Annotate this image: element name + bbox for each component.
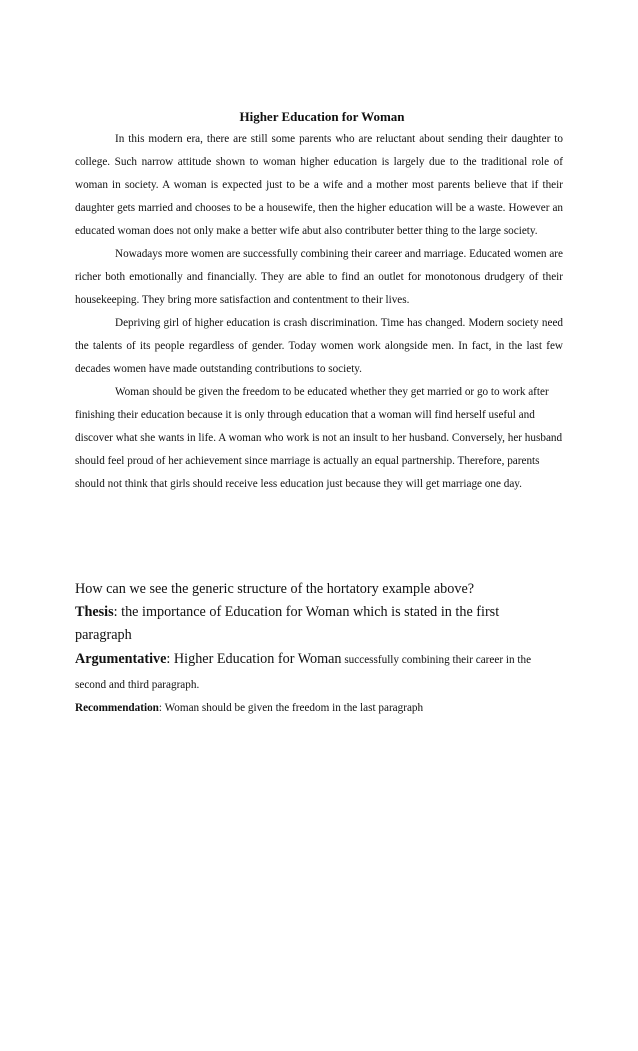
recommendation-label: Recommendation: [75, 702, 159, 714]
essay-title: Higher Education for Woman: [239, 109, 405, 124]
essay-paragraph-4: Woman should be given the freedom to be educated whether they get married or go to work after finishing their education because it is only through education that a woman will find herself useful and discover what she wants in life. A woman who work is not an insult to her husband. Conversely, her husband should feel proud of her achievement since marriage is actually an equal partnership. Therefore, parents should not think that girls should receive less education just because they will get marriage one day.: [75, 386, 563, 490]
essay-paragraph-1: In this modern era, there are still some parents who are reluctant about sending their daughter to college. Such narrow attitude shown to woman higher education is largely due to the traditional role of woman in society. A woman is expected just to be a wife and a mother most parents believe that if their daughter gets married and chooses to be a housewife, then the higher education will be a waste. However an educated woman does not only make a better wife abut also contributer better thing to the large society.: [75, 133, 563, 237]
essay-paragraph-3: Depriving girl of higher education is crash discrimination. Time has changed. Modern society need the talents of its people regardless of gender. Today women work alongside men. In fact, in the last few decades women have made outstanding contributions to society.: [75, 317, 563, 375]
argumentative-line: [75, 647, 555, 697]
essay-section: [75, 107, 563, 496]
argumentative-text-detail: successfully combining their career in the second and third paragraph.: [75, 654, 532, 691]
argumentative-text: : Higher Education for Woman: [166, 651, 342, 667]
thesis-label: Thesis: [75, 604, 114, 620]
recommendation-line: [75, 697, 555, 720]
analysis-question: How can we see the generic structure of the hortatory example above?: [75, 581, 475, 597]
thesis-line: [75, 601, 555, 647]
recommendation-text: : Woman should be given the freedom in the last paragraph: [158, 702, 424, 714]
essay-paragraph-2: Nowadays more women are successfully combining their career and marriage. Educated women are richer both emotionally and financially. They are able to find an outlet for monotonous drudgery of their housekeeping. They bring more satisfaction and contentment to their lives.: [75, 248, 563, 306]
argumentative-label: Argumentative: [75, 651, 167, 667]
thesis-text: : the importance of Education for Woman which is stated in the first paragraph: [75, 604, 500, 643]
structure-analysis: [75, 578, 555, 720]
